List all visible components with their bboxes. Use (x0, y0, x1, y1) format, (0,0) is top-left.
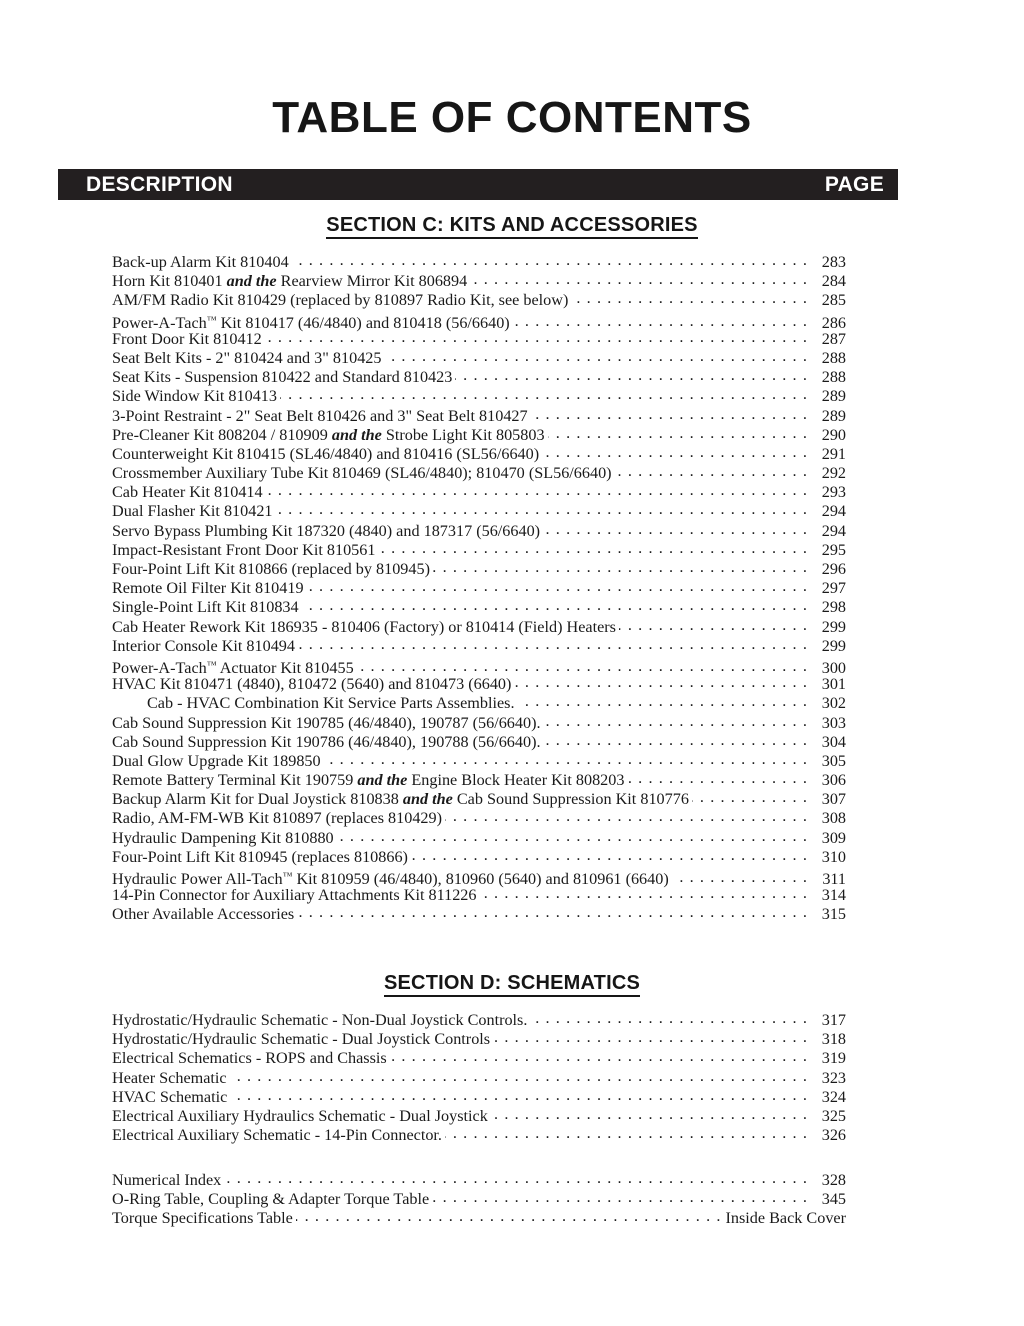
toc-entry-label: Pre-Cleaner Kit 808204 / 810909 and the Strobe Light Kit 805803 (112, 425, 545, 444)
toc-entry-page-number: 325 (821, 1106, 846, 1125)
toc-entry-label: Cab Sound Suppression Kit 190785 (46/4840), 190787 (56/6640). (112, 713, 541, 732)
toc-leader-dots (455, 368, 808, 382)
toc-list-section-c (112, 253, 846, 925)
toc-entry-label: Remote Oil Filter Kit 810419 (112, 579, 304, 598)
toc-leader-dots (265, 330, 808, 344)
toc-entry-label: Horn Kit 810401 and the Rearview Mirror Kit 806894 (112, 272, 468, 291)
toc-leader-dots (337, 829, 808, 843)
toc-entry[interactable] (112, 637, 846, 656)
toc-entry-label: Servo Bypass Plumbing Kit 187320 (4840) and 187317 (56/6640) (112, 521, 541, 540)
toc-entry-label: Power-A-Tach™ Actuator Kit 810455 (112, 658, 354, 677)
toc-entry-page-number: 294 (821, 502, 846, 521)
toc-entry[interactable] (112, 771, 846, 790)
toc-leader-dots (672, 870, 808, 884)
toc-list-index (112, 1171, 846, 1229)
toc-entry-page-number: 292 (821, 464, 846, 483)
toc-entry[interactable] (112, 886, 846, 905)
toc-entry[interactable] (112, 291, 846, 310)
toc-leader-dots (548, 426, 808, 440)
toc-leader-dots (357, 659, 808, 673)
toc-entry-label: Impact-Resistant Front Door Kit 810561 (112, 540, 376, 559)
toc-entry[interactable] (112, 733, 846, 752)
toc-entry-page-number: 306 (821, 771, 846, 790)
toc-entry-page-number: 294 (821, 521, 846, 540)
toc-leader-dots (514, 675, 808, 689)
toc-entry-page-number: 317 (821, 1011, 846, 1029)
toc-leader-dots (544, 733, 808, 747)
toc-entry-page-number: 308 (821, 809, 846, 828)
toc-leader-dots (615, 464, 808, 478)
toc-leader-dots (276, 502, 808, 516)
toc-entry-label: 3-Point Restraint - 2" Seat Belt 810426 and 3" Seat Belt 810427 (112, 406, 528, 425)
toc-entry-label: O-Ring Table, Coupling & Adapter Torque Table (112, 1190, 430, 1209)
toc-entry-label: HVAC Schematic (112, 1087, 228, 1106)
toc-leader-dots (692, 790, 808, 804)
toc-entry-page-number: 345 (821, 1190, 846, 1209)
toc-entry-label: Hydraulic Power All-Tach™ Kit 810959 (46/4840), 810960 (5640) and 810961 (6640) (112, 870, 669, 888)
toc-leader-dots (491, 1107, 808, 1121)
toc-entry[interactable] (112, 656, 846, 675)
toc-entry[interactable] (112, 522, 846, 541)
page-title: TABLE OF CONTENTS (272, 93, 752, 142)
toc-entry-label: Four-Point Lift Kit 810945 (replaces 810866) (112, 847, 408, 866)
toc-leader-dots (230, 1069, 808, 1083)
toc-entry[interactable] (112, 253, 846, 272)
toc-entry-label: Hydrostatic/Hydraulic Schematic - Non-Dual Joystick Controls. (112, 1011, 528, 1029)
toc-entry-label: Front Door Kit 810412 (112, 329, 262, 348)
toc-entry[interactable] (112, 502, 846, 521)
toc-leader-dots (530, 1011, 808, 1025)
toc-leader-dots (542, 445, 808, 459)
toc-entry[interactable] (112, 714, 846, 733)
toc-leader-dots (230, 1088, 808, 1102)
toc-leader-dots (627, 771, 808, 785)
toc-entry-page-number: 299 (821, 617, 846, 636)
toc-entry[interactable] (112, 1107, 846, 1126)
toc-entry-page-number: 328 (821, 1171, 846, 1189)
toc-entry-page-number: Inside Back Cover (725, 1209, 846, 1228)
toc-entry[interactable] (112, 541, 846, 560)
toc-leader-dots (385, 349, 809, 363)
toc-leader-dots (296, 1209, 722, 1223)
toc-entry-label: Crossmember Auxiliary Tube Kit 810469 (SL46/4840); 810470 (SL56/6640) (112, 464, 612, 483)
toc-entry-page-number: 289 (821, 387, 846, 406)
toc-leader-dots (292, 253, 808, 267)
toc-entry-label: Cab Heater Rework Kit 186935 - 810406 (Factory) or 810414 (Field) Heaters (112, 617, 616, 636)
toc-entry-label: Remote Battery Terminal Kit 190759 and the Engine Block Heater Kit 808203 (112, 771, 625, 790)
toc-leader-dots (298, 637, 808, 651)
toc-leader-dots (571, 291, 808, 305)
toc-entry[interactable] (112, 829, 846, 848)
toc-entry[interactable] (112, 848, 846, 867)
toc-entry-page-number: 288 (821, 348, 846, 367)
toc-entry-page-number: 304 (821, 732, 846, 751)
toc-leader-dots (445, 809, 808, 823)
toc-entry[interactable] (112, 809, 846, 828)
toc-entry-label: Other Available Accessories (112, 905, 295, 924)
toc-entry[interactable] (112, 426, 846, 445)
column-header-bar (58, 169, 898, 200)
toc-entry-page-number: 289 (821, 406, 846, 425)
toc-entry[interactable] (112, 1011, 846, 1030)
toc-entry-label: Back-up Alarm Kit 810404 (112, 253, 289, 271)
toc-entry-label: Heater Schematic (112, 1068, 227, 1087)
toc-entry[interactable] (112, 1126, 846, 1145)
toc-entry-label: Cab Sound Suppression Kit 190786 (46/4840), 190788 (56/6640). (112, 732, 541, 751)
section-d-heading (0, 972, 1024, 995)
toc-entry-page-number: 318 (821, 1030, 846, 1049)
toc-entry-label: Electrical Schematics - ROPS and Chassis (112, 1049, 387, 1068)
toc-entry[interactable] (112, 1069, 846, 1088)
toc-entry-page-number: 290 (821, 425, 846, 444)
toc-entry-page-number: 300 (821, 658, 846, 677)
toc-list-section-d (112, 1011, 846, 1145)
toc-entry-label: Single-Point Lift Kit 810834 (112, 598, 299, 617)
toc-entry-label: Radio, AM-FM-WB Kit 810897 (replaces 810429) (112, 809, 443, 828)
toc-entry[interactable] (112, 1209, 846, 1228)
toc-leader-dots (432, 1190, 808, 1204)
toc-entry-page-number: 315 (821, 905, 846, 924)
toc-entry[interactable] (112, 675, 846, 694)
toc-entry-page-number: 310 (821, 847, 846, 866)
toc-leader-dots (302, 598, 808, 612)
toc-leader-dots (470, 272, 808, 286)
toc-entry[interactable] (112, 272, 846, 291)
toc-leader-dots (411, 848, 808, 862)
toc-entry-label: Hydraulic Dampening Kit 810880 (112, 828, 334, 847)
toc-entry-page-number: 283 (821, 253, 846, 271)
toc-entry[interactable] (112, 387, 846, 406)
toc-entry[interactable] (112, 1030, 846, 1049)
toc-entry-label: Seat Kits - Suspension 810422 and Standard 810423 (112, 368, 453, 387)
toc-entry[interactable] (112, 349, 846, 368)
toc-entry[interactable] (112, 579, 846, 598)
toc-entry-label: Side Window Kit 810413 (112, 387, 277, 406)
toc-entry-page-number: 287 (821, 329, 846, 348)
toc-entry-label: Torque Specifications Table (112, 1209, 293, 1228)
toc-entry[interactable] (112, 1049, 846, 1068)
column-header-description: DESCRIPTION (86, 173, 233, 196)
toc-entry-page-number: 284 (821, 272, 846, 291)
section-c-heading (0, 214, 1024, 237)
column-header-page: PAGE (824, 173, 884, 196)
toc-entry-page-number: 326 (821, 1126, 846, 1145)
toc-entry[interactable] (112, 790, 846, 809)
toc-entry[interactable] (112, 445, 846, 464)
toc-entry[interactable] (112, 1171, 846, 1190)
toc-entry-label: Hydrostatic/Hydraulic Schematic - Dual Joystick Controls (112, 1030, 491, 1049)
toc-leader-dots (280, 387, 808, 401)
toc-leader-dots (544, 714, 808, 728)
toc-entry-page-number: 307 (821, 790, 846, 809)
toc-leader-dots (518, 694, 809, 708)
toc-entry[interactable] (112, 1190, 846, 1209)
toc-entry-label: AM/FM Radio Kit 810429 (replaced by 810897 Radio Kit, see below) (112, 291, 569, 310)
toc-entry-page-number: 288 (821, 368, 846, 387)
toc-entry-label: 14-Pin Connector for Auxiliary Attachments Kit 811226 (112, 886, 477, 905)
toc-entry-page-number: 291 (821, 444, 846, 463)
toc-entry[interactable] (112, 464, 846, 483)
toc-entry[interactable] (112, 483, 846, 502)
toc-leader-dots (378, 541, 808, 555)
toc-leader-dots (307, 579, 808, 593)
toc-leader-dots (493, 1030, 808, 1044)
toc-entry-page-number: 297 (821, 579, 846, 598)
toc-entry[interactable] (112, 330, 846, 349)
toc-entry-page-number: 286 (821, 313, 846, 332)
toc-entry-page-number: 305 (821, 751, 846, 770)
toc-entry-page-number: 302 (821, 694, 846, 713)
toc-entry[interactable] (112, 1088, 846, 1107)
section-d-heading-text: SECTION D: SCHEMATICS (384, 972, 640, 997)
toc-entry-label: Cab - HVAC Combination Kit Service Parts Assemblies. (147, 694, 515, 713)
toc-entry-page-number: 309 (821, 828, 846, 847)
toc-leader-dots (445, 1126, 808, 1140)
toc-leader-dots (390, 1049, 808, 1063)
toc-entry-label: Electrical Auxiliary Hydraulics Schematic - Dual Joystick (112, 1106, 488, 1125)
toc-entry-page-number: 285 (821, 291, 846, 310)
toc-entry-label: Dual Flasher Kit 810421 (112, 502, 273, 521)
toc-entry-page-number: 293 (821, 483, 846, 502)
toc-entry[interactable] (112, 905, 846, 924)
toc-leader-dots (531, 407, 808, 421)
toc-leader-dots (266, 483, 808, 497)
toc-entry-page-number: 314 (821, 886, 846, 905)
toc-entry-page-number: 303 (821, 713, 846, 732)
toc-entry-label: Power-A-Tach™ Kit 810417 (46/4840) and 810418 (56/6640) (112, 313, 510, 332)
toc-entry-label: Dual Glow Upgrade Kit 189850 (112, 751, 321, 770)
toc-entry-label: Numerical Index (112, 1171, 222, 1189)
toc-entry[interactable] (112, 867, 846, 886)
toc-leader-dots (543, 522, 808, 536)
toc-entry[interactable] (112, 407, 846, 426)
toc-entry-page-number: 323 (821, 1068, 846, 1087)
toc-leader-dots (324, 752, 808, 766)
toc-entry[interactable] (112, 752, 846, 771)
toc-entry[interactable] (112, 560, 846, 579)
toc-entry[interactable] (112, 618, 846, 637)
toc-entry-label: Counterweight Kit 810415 (SL46/4840) and 810416 (SL56/6640) (112, 444, 540, 463)
toc-entry-label: Electrical Auxiliary Schematic - 14-Pin Connector. (112, 1126, 442, 1145)
toc-entry-label: Cab Heater Kit 810414 (112, 483, 263, 502)
toc-entry-label: Seat Belt Kits - 2" 810424 and 3" 810425 (112, 348, 382, 367)
toc-entry-label: Interior Console Kit 810494 (112, 636, 295, 655)
toc-entry-page-number: 301 (821, 675, 846, 694)
toc-entry-label: Backup Alarm Kit for Dual Joystick 810838 and the Cab Sound Suppression Kit 810776 (112, 790, 689, 809)
section-c-heading-text: SECTION C: KITS AND ACCESSORIES (326, 214, 697, 239)
toc-leader-dots (224, 1171, 808, 1185)
toc-leader-dots (513, 314, 808, 328)
toc-entry[interactable] (112, 694, 846, 713)
toc-entry-page-number: 324 (821, 1087, 846, 1106)
toc-entry[interactable] (112, 598, 846, 617)
toc-entry-page-number: 311 (822, 870, 846, 888)
toc-entry-page-number: 298 (821, 598, 846, 617)
toc-entry-page-number: 296 (821, 560, 846, 578)
toc-entry-label: Four-Point Lift Kit 810866 (replaced by 810945) (112, 560, 430, 578)
toc-entry[interactable] (112, 368, 846, 387)
toc-entry-page-number: 299 (821, 636, 846, 655)
toc-leader-dots (619, 618, 808, 632)
toc-entry[interactable] (112, 311, 846, 330)
toc-entry-label: HVAC Kit 810471 (4840), 810472 (5640) and 810473 (6640) (112, 675, 512, 694)
toc-leader-dots (297, 905, 808, 919)
toc-leader-dots (433, 560, 808, 574)
toc-leader-dots (479, 886, 808, 900)
toc-entry-page-number: 319 (821, 1049, 846, 1068)
toc-entry-page-number: 295 (821, 540, 846, 559)
